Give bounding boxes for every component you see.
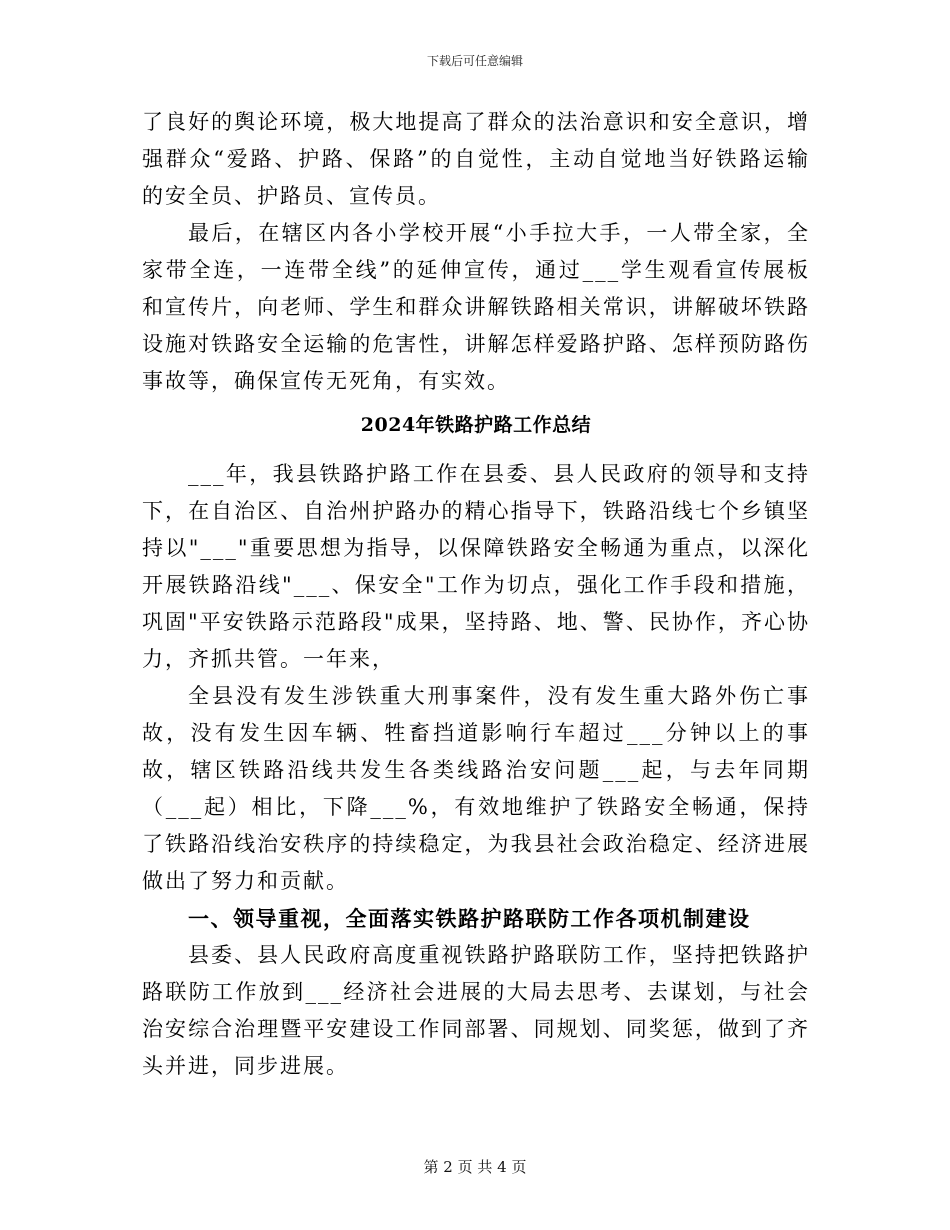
section-paragraph: 县委、县人民政府高度重视铁路护路联防工作，坚持把铁路护路联防工作放到___经济社会进展的大局去思考、去谋划，与社会治安综合治理暨平安建设工作同部署、同规划、同奖惩，做到了齐头并进，同步进展。	[142, 943, 810, 1078]
section-heading: 一、领导重视，全面落实铁路护路联防工作各项机制建设	[188, 906, 751, 931]
page-number: 第 2 页 共 4 页	[423, 1158, 527, 1176]
document-body	[142, 104, 810, 1085]
results-paragraph: 全县没有发生涉铁重大刑事案件，没有发生重大路外伤亡事故，没有发生因车辆、牲畜挡道影响行车超过___分钟以上的事故，辖区铁路沿线共发生各类线路治安问题___起，与去年同期（___起）相比，下降___%，有效地维护了铁路安全畅通，保持了铁路沿线治安秩序的持续稳定，为我县社会政治稳定、经济进展做出了努力和贡献。	[142, 684, 810, 893]
document-title: 2024年铁路护路工作总结	[360, 414, 592, 436]
intro-paragraph: ___年，我县铁路护路工作在县委、县人民政府的领导和支持下，在自治区、自治州护路办的精心指导下，铁路沿线七个乡镇坚持以"___"重要思想为指导，以保障铁路安全畅通为重点，以深化开展铁路沿线"___、保安全"工作为切点，强化工作手段和措施，巩固"平安铁路示范路段"成果，坚持路、地、警、民协作，齐心协力，齐抓共管。一年来，	[142, 462, 810, 671]
page-header: 下载后可任意编辑	[426, 54, 523, 68]
closing-paragraph: 最后，在辖区内各小学校开展“小手拉大手，一人带全家，全家带全连，一连带全线”的延伸宣传，通过___学生观看宣传展板和宣传片，向老师、学生和群众讲解铁路相关常识，讲解破坏铁路设施对铁路安全运输的危害性，讲解怎样爱路护路、怎样预防路伤事故等，确保宣传无死角，有实效。	[142, 221, 810, 393]
continuation-paragraph: 了良好的舆论环境，极大地提高了群众的法治意识和安全意识，增强群众“爱路、护路、保路”的自觉性，主动自觉地当好铁路运输的安全员、护路员、宣传员。	[142, 110, 810, 208]
